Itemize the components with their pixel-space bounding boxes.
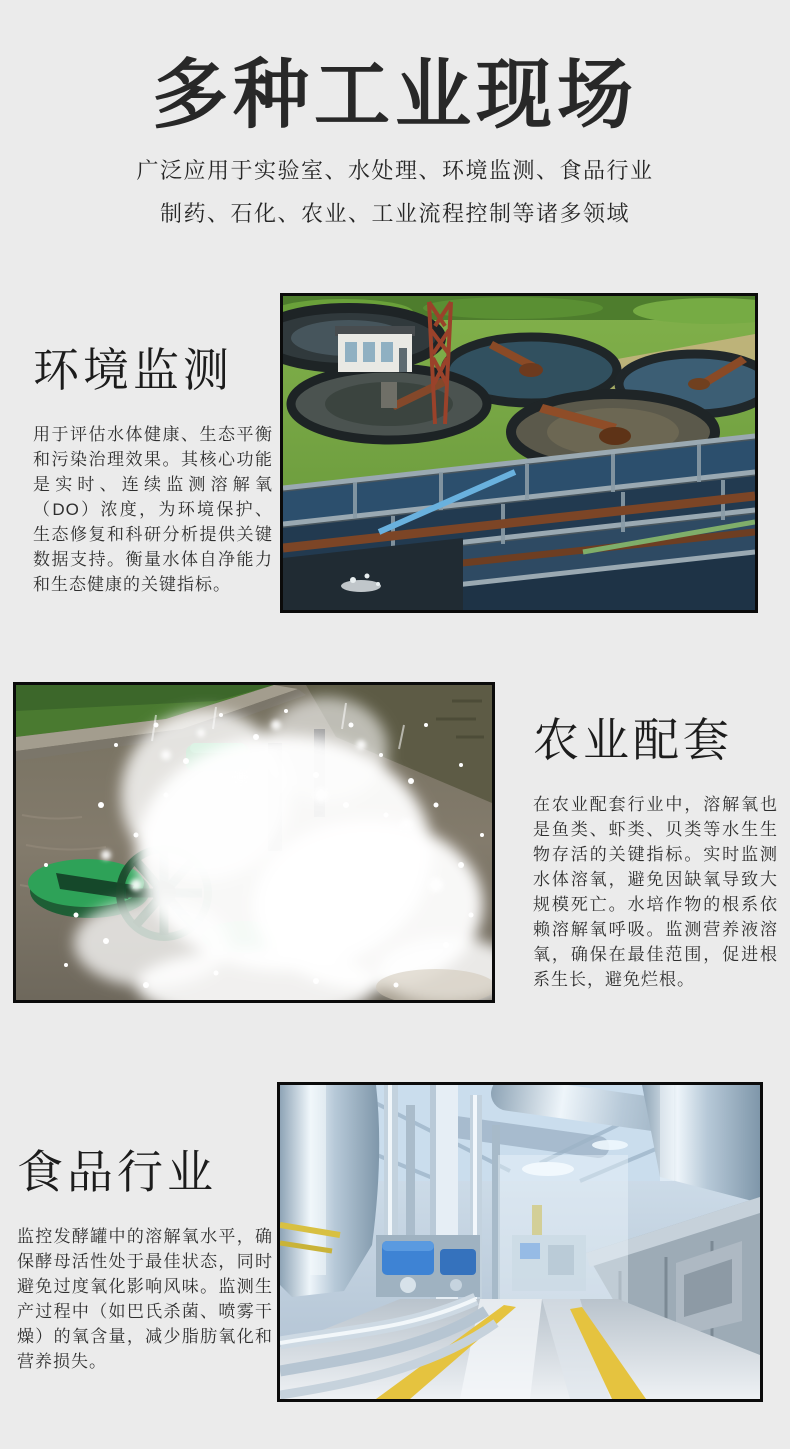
subtitle-line-1: 广泛应用于实验室、水处理、环境监测、食品行业 [136, 158, 654, 183]
agriculture-text-block [533, 714, 778, 992]
food-photo-frame [277, 1082, 763, 1402]
page-title: 多种工业现场 [152, 53, 638, 138]
agriculture-body: 在农业配套行业中，溶解氧也是鱼类、虾类、贝类等水生生物存活的关键指标。实时监测水体溶氧，避免因缺氧导致大规模死亡。水培作物的根系依赖溶解氧呼吸。监测营养液溶氧，确保在最佳范围，促进根系生长，避免烂根。 [533, 795, 778, 989]
pond-aerator-photo [16, 685, 492, 1000]
food-text-block [17, 1146, 273, 1374]
food-heading: 食品行业 [17, 1146, 217, 1198]
food-factory-photo [280, 1085, 760, 1399]
environment-body: 用于评估水体健康、生态平衡和污染治理效果。其核心功能是实时、连续监测溶解氧（DO）浓度，为环境保护、生态修复和科研分析提供关键数据支持。衡量水体自净能力和生态健康的关键指标。 [33, 425, 273, 594]
agriculture-photo-frame [13, 682, 495, 1003]
food-body: 监控发酵罐中的溶解氧水平，确保酵母活性处于最佳状态，同时避免过度氧化影响风味。监测生产过程中（如巴氏杀菌、喷雾干燥）的氧含量，减少脂肪氧化和营养损失。 [17, 1227, 273, 1371]
subtitle-line-2: 制药、石化、农业、工业流程控制等诸多领域 [159, 201, 630, 226]
environment-text-block [33, 344, 273, 597]
agriculture-heading: 农业配套 [533, 714, 733, 766]
water-treatment-photo [283, 296, 755, 610]
environment-heading: 环境监测 [33, 344, 233, 396]
environment-photo-frame [280, 293, 758, 613]
